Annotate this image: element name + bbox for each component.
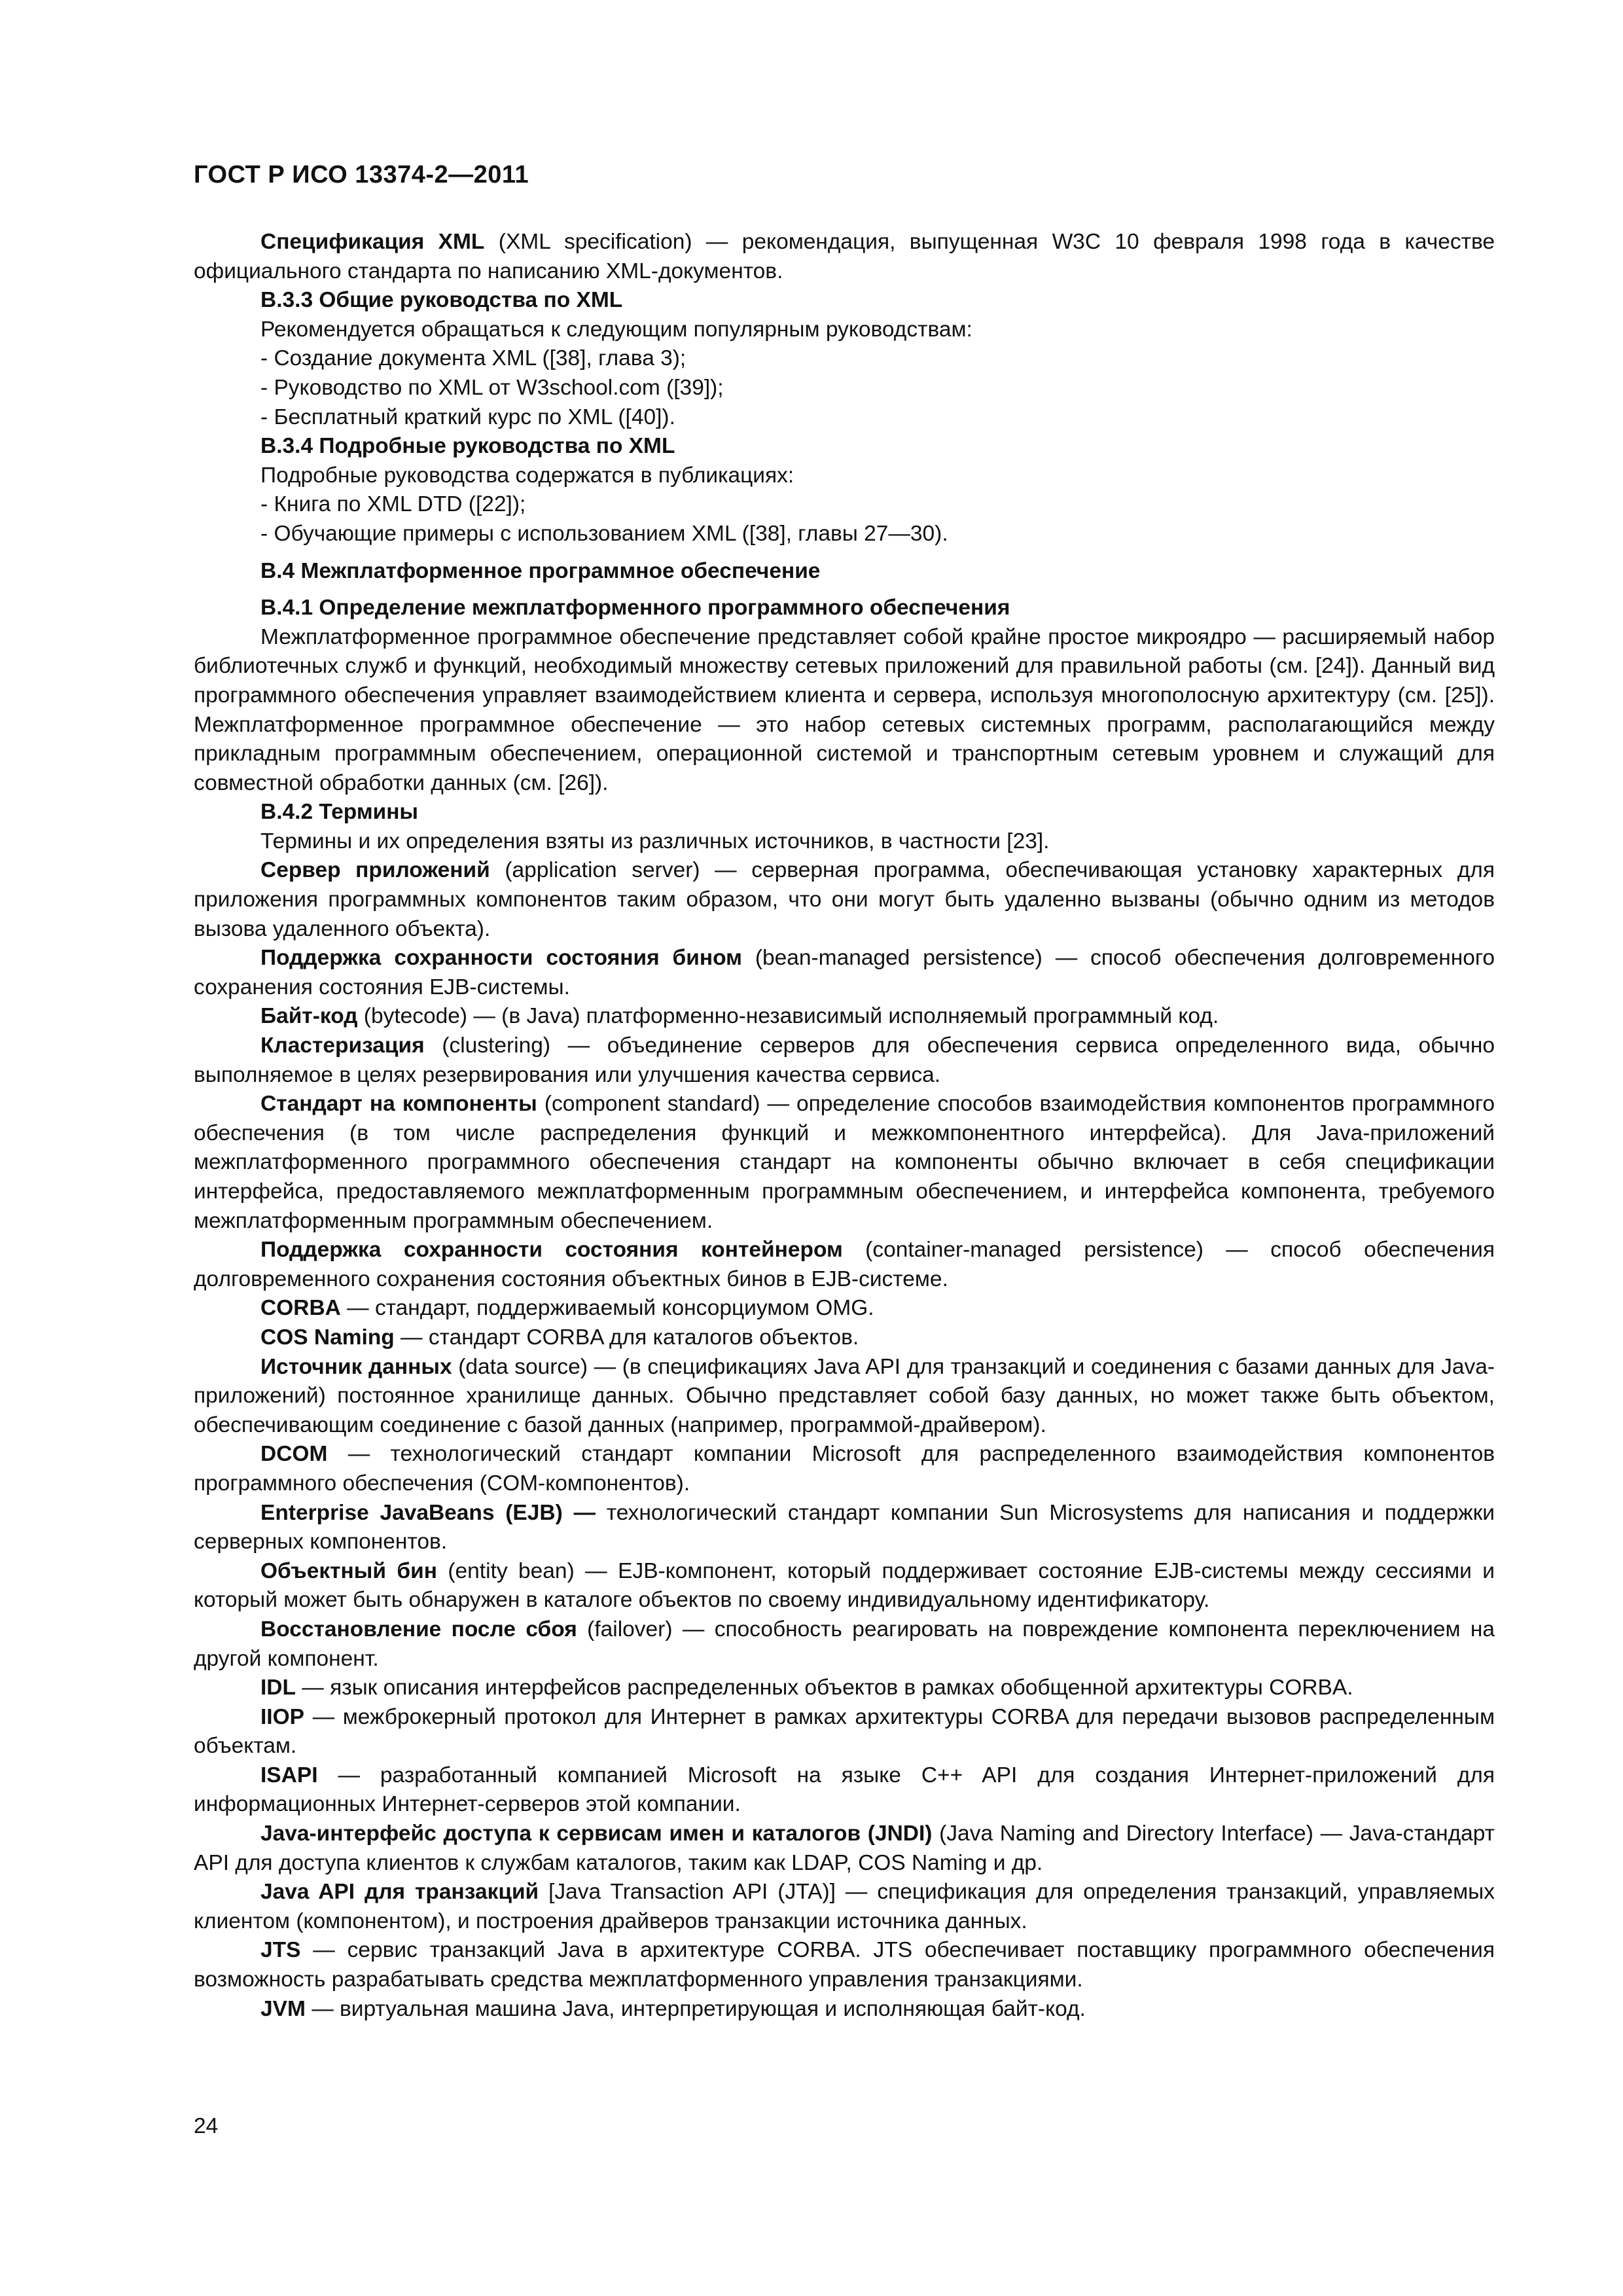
term-definition [194, 1031, 1495, 1090]
paragraph-text: (Java Naming and Directory Interface) — Java-стандарт API для доступа клиентов к службам каталогов, таким как LDAP, COS Naming и др. [194, 1821, 1495, 1875]
list-item: - Создание документа XML ([38], глава 3); [260, 346, 687, 371]
term-definition [194, 1878, 1495, 1936]
paragraph-text: — технологический стандарт компании Microsoft для распределенного взаимодействия компонентов программного обеспечения (COM-компонентов). [194, 1442, 1495, 1496]
term-definition [194, 1936, 1495, 1994]
paragraph-text: Термины и их определения взяты из различных источников, в частности [23]. [260, 829, 1050, 853]
paragraph-text: (container-managed persistence) — способ обеспечения долговременного сохранения состояния объектных бинов в EJB-системе. [194, 1238, 1495, 1291]
term-name: CORBA [260, 1296, 341, 1321]
paragraph-text: — стандарт CORBA для каталогов объектов. [394, 1325, 859, 1350]
term-name: ISAPI [260, 1763, 318, 1787]
term-name: Спецификация XML [260, 230, 485, 254]
term-name: Java-интерфейс доступа к сервисам имен и каталогов (JNDI) [260, 1821, 933, 1846]
term-definition [194, 1557, 1495, 1615]
term-name: Объектный бин [260, 1558, 437, 1583]
list-item: - Руководство по XML от W3school.com ([39]); [260, 375, 724, 400]
term-name: COS Naming [260, 1325, 395, 1350]
list-item: - Книга по XML DTD ([22]); [260, 492, 526, 517]
page-number: 24 [194, 2114, 219, 2138]
paragraph-text: — виртуальная машина Java, интерпретирующая и исполняющая байт-код. [305, 1996, 1086, 2021]
term-definition [194, 1353, 1495, 1441]
term-name: Байт-код [260, 1004, 358, 1029]
paragraph-text: — сервис транзакций Java в архитектуре CORBA. JTS обеспечивает поставщику программного обеспечения возможность разрабатывать средства межплатформенного управления транзакциями. [194, 1938, 1495, 1992]
term-name: Кластеризация [260, 1033, 425, 1058]
term-name: Поддержка сохранности состояния бином [260, 946, 742, 971]
term-name: DCOM [260, 1442, 328, 1467]
term-definition [194, 1440, 1495, 1498]
term-name: IDL [260, 1676, 296, 1700]
paragraph-text: — стандарт, поддерживаемый консорциумом OMG. [340, 1296, 874, 1321]
paragraph-text: Рекомендуется обращаться к следующим популярным руководствам: [260, 317, 972, 342]
paragraph-text: (XML specification) — рекомендация, выпущенная W3C 10 февраля 1998 года в качестве официального стандарта по написанию XML-документов. [194, 230, 1495, 283]
term-definition [194, 944, 1495, 1002]
term-definition [194, 228, 1495, 286]
section-heading: B.4.2 Термины [260, 800, 419, 825]
term-definition [194, 1995, 1495, 2024]
term-name: Стандарт на компоненты [260, 1092, 537, 1117]
paragraph [194, 461, 1495, 491]
document-header-title: ГОСТ Р ИСО 13374-2—2011 [194, 161, 529, 188]
term-definition [194, 1820, 1495, 1878]
section-heading: B.3.3 Общие руководства по XML [260, 288, 623, 313]
term-definition [194, 1499, 1495, 1557]
term-definition [194, 1703, 1495, 1761]
term-name: IIOP [260, 1704, 305, 1729]
section-heading: B.3.4 Подробные руководства по XML [260, 434, 675, 459]
paragraph-text: Подробные руководства содержатся в публикациях: [260, 463, 794, 488]
term-name: JTS [260, 1938, 301, 1963]
paragraph-text: технологический стандарт компании Sun Microsystems для написания и поддержки серверных компонентов. [194, 1500, 1495, 1554]
paragraph [194, 315, 1495, 345]
list-item: - Бесплатный краткий курс по XML ([40]). [260, 404, 675, 429]
term-definition [194, 1761, 1495, 1820]
term-name: Enterprise JavaBeans (EJB) — [260, 1500, 596, 1525]
paragraph-text: [Java Transaction API (JTA)] — спецификация для определения транзакций, управляемых клиентом (компонентом), и построения драйверов транзакции источника данных. [194, 1880, 1495, 1933]
paragraph-text: — разработанный компанией Microsoft на языке C++ API для создания Интернет-приложений для информационных Интернет-серверов этой компании. [194, 1763, 1495, 1817]
paragraph-text: (clustering) — объединение серверов для обеспечения сервиса определенного вида, обычно выполняемое в целях резервирования или улучшения качества сервиса. [194, 1033, 1495, 1087]
paragraph [194, 827, 1495, 857]
term-name: JVM [260, 1996, 306, 2021]
term-definition [194, 1615, 1495, 1674]
term-name: Поддержка сохранности состояния контейнером [260, 1238, 843, 1263]
paragraph-text: (data source) — (в спецификациях Java API для транзакций и соединения с базами данных для Java-приложений) постоянное хранилище данных. Обычно представляет собой базу данных, но может также быть объектом, обеспечивающим соединение с базой данных (например, программой-драйвером). [194, 1354, 1495, 1437]
paragraph [194, 623, 1495, 798]
term-definition [194, 1323, 1495, 1353]
term-name: Java API для транзакций [260, 1880, 539, 1905]
paragraph-text: (entity bean) — EJB-компонент, который поддерживает состояние EJB-системы между сессиями и который может быть обнаружен в каталоге объектов по своему индивидуальному идентификатору. [194, 1558, 1495, 1613]
term-definition [194, 1236, 1495, 1294]
term-definition [194, 1674, 1495, 1703]
term-definition [194, 1002, 1495, 1031]
paragraph-text: (component standard) — определение способов взаимодействия компонентов программного обеспечения (в том числе распределения функций и межкомпонентного интерфейса). Для Java-приложений межплатформенного программного обеспечения стандарт на компоненты обычно включает в себя спецификации интерфейса, предоставляемого межплатформенным программным обеспечением, и интерфейса компонента, требуемого межплатформенным программным обеспечением. [194, 1092, 1495, 1233]
paragraph-text: (application server) — серверная программа, обеспечивающая установку характерных для приложения программных компонентов таким образом, что они могут быть удаленно вызваны (обычно одним из методов вызова удаленного объекта). [194, 858, 1495, 941]
term-name: Сервер приложений [260, 858, 490, 883]
term-name: Источник данных [260, 1354, 452, 1379]
section-heading: B.4.1 Определение межплатформенного программного обеспечения [260, 596, 1010, 620]
document-body [194, 228, 1495, 2024]
term-definition [194, 856, 1495, 944]
paragraph-text: Межплатформенное программное обеспечение представляет собой крайне простое микроядро — расширяемый набор библиотечных служб и функций, необходимый множеству сетевых приложений для правильной работы (см. [24]). Данный вид программного обеспечения управляет взаимодействием клиента и сервера, используя многополосную архитектуру (см. [25]). Межплатформенное программное обеспечение — это набор сетевых системных программ, располагающийся между прикладным программным обеспечением, операционной системой и транспортным сетевым уровнем и служащий для совместной обработки данных (см. [26]). [194, 624, 1495, 795]
paragraph-text: (failover) — способность реагировать на повреждение компонента переключением на другой компонент. [194, 1617, 1495, 1671]
paragraph-text: — язык описания интерфейсов распределенных объектов в рамках обобщенной архитектуры CORBA. [295, 1676, 1353, 1700]
list-item: - Обучающие примеры с использованием XML ([38], главы 27—30). [260, 521, 948, 546]
term-definition [194, 1294, 1495, 1323]
term-name: Восстановление после сбоя [260, 1617, 577, 1641]
paragraph-text: (bean-managed persistence) — способ обеспечения долговременного сохранения состояния EJB-системы. [194, 946, 1495, 999]
term-definition [194, 1090, 1495, 1236]
paragraph-text: — межброкерный протокол для Интернет в рамках архитектуры CORBA для передачи вызовов распределенным объектам. [194, 1704, 1495, 1759]
section-heading: B.4 Межплатформенное программное обеспечение [260, 558, 821, 583]
paragraph-text: (bytecode) — (в Java) платформенно-независимый исполняемый программный код. [357, 1004, 1219, 1029]
